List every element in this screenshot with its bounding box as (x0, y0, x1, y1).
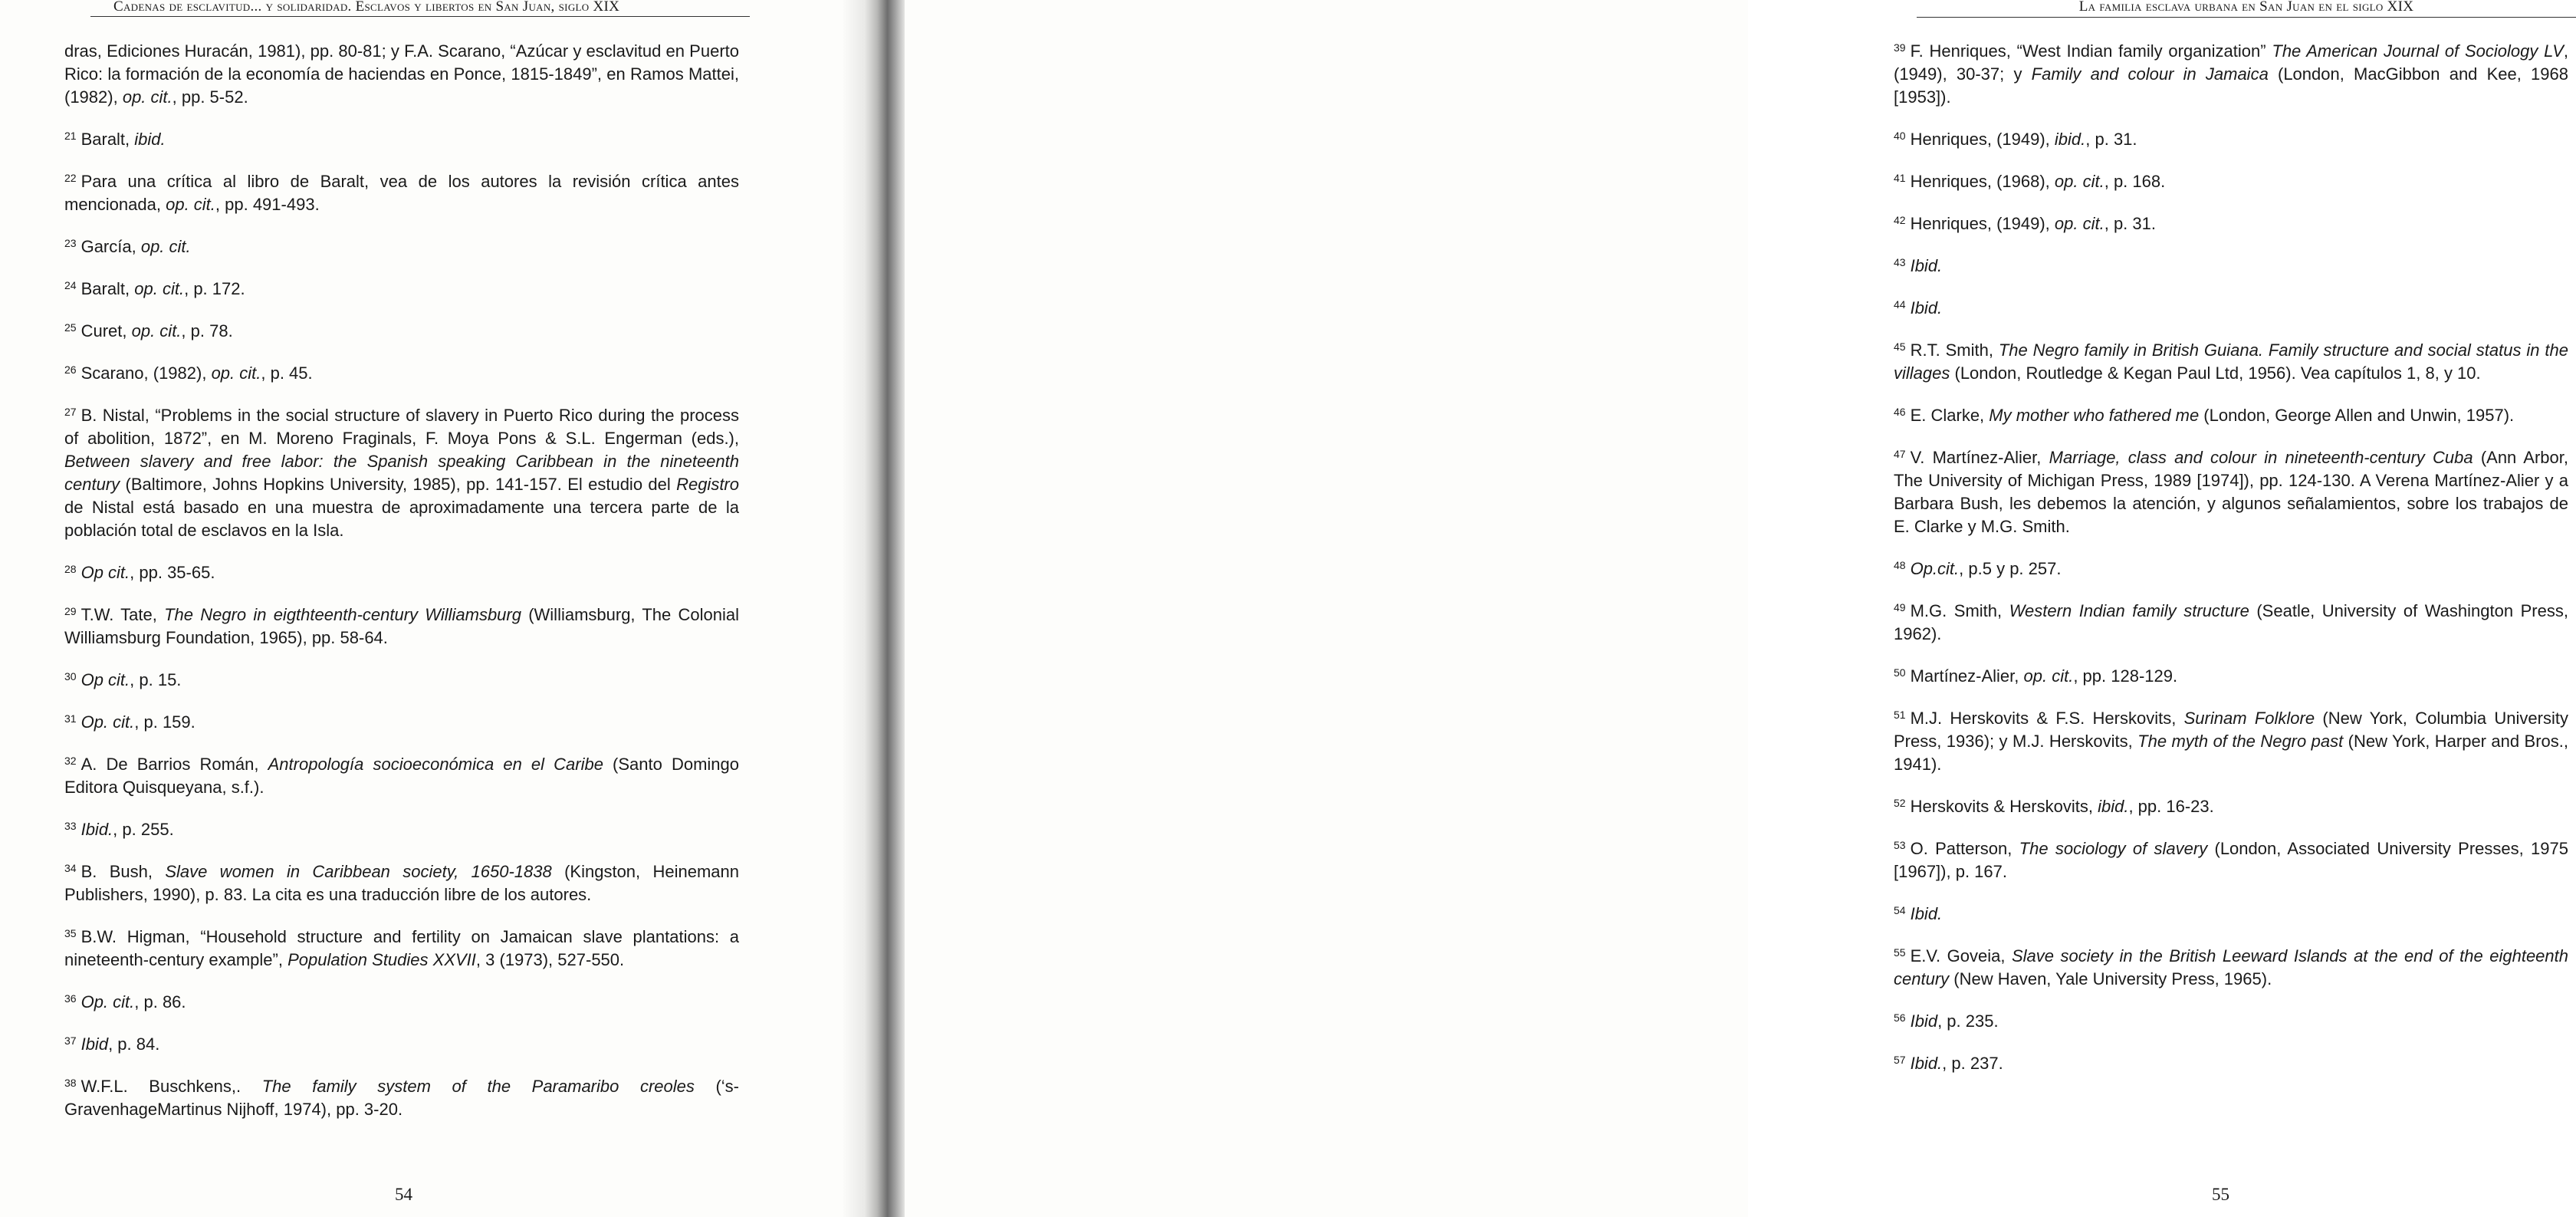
footnote (1894, 1010, 2568, 1033)
footnote-text: B. Nistal, “Problems in the social structure of slavery in Puerto Rico during the process of abolition, 1872”, en M. Moreno Fraginals, F. Moya Pons & S.L. Engerman (eds.), (64, 406, 739, 448)
footnote-text: W.F.L. Buschkens,. (80, 1077, 262, 1096)
footnote-italic-text: Ibid. (1910, 904, 1943, 923)
footnote-italic-text: Western Indian family structure (2009, 601, 2249, 620)
footnote-number: 56 (1894, 1011, 1906, 1024)
footnote-italic-text: Marriage, class and colour in nineteenth-century Cuba (2049, 448, 2473, 467)
footnote-italic-text: ibid. (2098, 797, 2129, 816)
footnote (1894, 212, 2568, 235)
footnote (64, 1075, 739, 1121)
footnote (64, 711, 739, 734)
footnote-italic-text: The Negro in eigthteenth-century Williamsburg (164, 605, 521, 624)
footnote-text: (Baltimore, Johns Hopkins University, 1985), pp. 141-157. El estudio del (120, 475, 677, 494)
footnote-number: 47 (1894, 448, 1906, 460)
footnote-text: , p. 159. (134, 712, 196, 732)
footnote-text: Baralt, (80, 130, 135, 149)
footnote-text: E. Clarke, (1910, 406, 1990, 425)
footnote (1894, 837, 2568, 883)
footnote-text: (Seatle, University of Washington Press, 1962). (1894, 601, 2568, 643)
footnote-number: 41 (1894, 172, 1906, 184)
footnote-text: Scarano, (1982), (80, 363, 212, 383)
footnote (1894, 600, 2568, 646)
footnote-number: 45 (1894, 340, 1906, 353)
footnote-number: 22 (64, 172, 77, 184)
footnote-text: (London, MacGibbon and Kee, 1968 [1953]). (1894, 64, 2568, 107)
footnote-text: Para una crítica al libro de Baralt, vea de los autores la revisión crítica antes mencionada, (64, 172, 739, 214)
footnote-number: 53 (1894, 839, 1906, 851)
footnote-italic-text: op. cit. (211, 363, 261, 383)
left-page-number: 54 (395, 1185, 412, 1204)
footnote-number: 54 (1894, 904, 1906, 916)
footnote-number: 50 (1894, 666, 1906, 679)
footnote-text: (New Haven, Yale University Press, 1965). (1949, 969, 2272, 988)
footnote-italic-text: My mother who fathered me (1989, 406, 2200, 425)
footnote-text: , p. 78. (181, 321, 233, 340)
footnote-italic-text: Ibid. (1910, 256, 1943, 275)
footnote (64, 926, 739, 972)
footnote-italic-text: Slave women in Caribbean society, 1650-1838 (165, 862, 552, 881)
footnote-italic-text: ibid. (134, 130, 166, 149)
footnote-number: 24 (64, 279, 77, 291)
footnote (1894, 128, 2568, 151)
footnote-text: (Williamsburg, The Colonial Williamsburg Foundation, 1965), pp. 58-64. (64, 605, 739, 647)
footnote-number: 40 (1894, 130, 1906, 142)
footnote-number: 52 (1894, 797, 1906, 809)
footnote-italic-text: Population Studies XXVII (288, 950, 476, 969)
footnote-text: (New York, Columbia University Press, 1936); y M.J. Herskovits, (1894, 709, 2568, 751)
footnote-text: A. De Barrios Román, (80, 755, 268, 774)
footnote (1894, 339, 2568, 385)
footnote (64, 561, 739, 584)
footnote-italic-text: Registro (676, 475, 739, 494)
footnote-text: , pp. 128-129. (2073, 666, 2178, 686)
footnote-italic-text: op. cit. (140, 237, 191, 256)
left-footnotes (64, 40, 739, 1140)
footnote-text: (New York, Harper and Bros., 1941). (1894, 732, 2569, 774)
footnote-italic-text: Slave society in the British Leeward Islands at the end of the eighteenth century (1894, 946, 2568, 988)
footnote (64, 818, 739, 841)
footnote-number: 30 (64, 670, 77, 683)
footnote-text: , p. 172. (184, 279, 245, 298)
footnote-text: B. Bush, (80, 862, 166, 881)
footnote-text: , p. 86. (134, 992, 186, 1011)
footnote-number: 27 (64, 406, 77, 418)
footnote-italic-text: op. cit. (2054, 172, 2104, 191)
footnote-italic-text: op. cit. (134, 279, 185, 298)
footnote-italic-text: Ibid (1910, 1011, 1938, 1031)
footnote-number: 26 (64, 363, 77, 376)
footnote (1894, 665, 2568, 688)
footnote-italic-text: Between slavery and free labor: the Spanish speaking Caribbean in the nineteenth century (64, 452, 739, 494)
footnote-text: (London, Associated University Presses, 1975 [1967]), p. 167. (1894, 839, 2568, 881)
footnote (64, 1033, 739, 1056)
footnote-number: 32 (64, 755, 77, 767)
footnote-text: , pp. 5-52. (172, 87, 248, 107)
footnote-italic-text: op. cit. (2023, 666, 2074, 686)
footnote-italic-text: The myth of the Negro past (2137, 732, 2344, 751)
footnote-text: dras, Ediciones Huracán, 1981), pp. 80-81; y F.A. Scarano, “Azúcar y esclavitud en Puerto Rico: la formación de la economía de haciendas en Ponce, 1815-1849”, en Ramos Mattei, (1982), (64, 41, 739, 107)
footnote (1894, 297, 2568, 320)
footnote-italic-text: Op. cit. (80, 992, 135, 1011)
footnote (1894, 404, 2568, 427)
footnote-text: , p. 237. (1942, 1054, 2003, 1073)
footnote (64, 991, 739, 1014)
footnote (64, 362, 739, 385)
footnote (64, 860, 739, 906)
footnote-text: , p. 168. (2104, 172, 2166, 191)
footnote-text: , (1949), 30-37; y (1894, 41, 2568, 84)
footnote-text: , 3 (1973), 527-550. (475, 950, 625, 969)
footnote-text: , p. 31. (2085, 130, 2137, 149)
right-page-number: 55 (2212, 1185, 2229, 1204)
footnote (64, 320, 739, 343)
footnote-italic-text: Op.cit. (1910, 559, 1960, 578)
footnote-text: , p. 45. (261, 363, 313, 383)
footnote-number: 23 (64, 237, 77, 249)
footnote-text: García, (80, 237, 141, 256)
footnote (1894, 170, 2568, 193)
footnote-italic-text: Op. cit. (80, 712, 135, 732)
footnote (1894, 795, 2568, 818)
footnote-italic-text: op. cit. (2054, 214, 2104, 233)
footnote (64, 669, 739, 692)
right-footnotes (1894, 40, 2568, 1094)
footnote-italic-text: The Negro family in British Guiana. Family structure and social status in the villages (1894, 340, 2569, 383)
footnote-text: F. Henriques, “West Indian family organization” (1910, 41, 2272, 61)
book-gutter (843, 0, 905, 1217)
footnote (1894, 255, 2568, 278)
footnote-number: 28 (64, 563, 77, 575)
right-running-head: La familia esclava urbana en San Juan en el siglo XIX (1917, 0, 2576, 18)
footnote-text: de Nistal está basado en una muestra de aproximadamente una tercera parte de la población total de esclavos en la Isla. (64, 498, 739, 540)
footnote (64, 404, 739, 542)
footnote-number: 25 (64, 321, 77, 334)
footnote-italic-text: Ibid. (1910, 1054, 1943, 1073)
footnote-text: O. Patterson, (1910, 839, 2019, 858)
footnote-text: R.T. Smith, (1910, 340, 1999, 360)
footnote-text: (Kingston, Heinemann Publishers, 1990), p. 83. La cita es una traducción libre de los autores. (64, 862, 740, 904)
footnote-number: 36 (64, 992, 77, 1005)
footnote (64, 753, 739, 799)
footnote-text: , p. 31. (2104, 214, 2156, 233)
footnote (1894, 558, 2568, 581)
footnote-text: Martínez-Alier, (1910, 666, 2024, 686)
footnote-text: , pp. 16-23. (2128, 797, 2214, 816)
footnote-text: , p. 15. (130, 670, 182, 689)
footnote (64, 40, 739, 109)
footnote-text: (Ann Arbor, The University of Michigan Press, 1989 [1974]), pp. 124-130. A Verena Martínez-Alier y a Barbara Bush, les debemos la atención, y algunos señalamientos, sobre los trabajos de E. Clarke y M.G. Smith. (1894, 448, 2568, 536)
footnote-italic-text: Op cit. (80, 670, 130, 689)
footnote-text: Baralt, (80, 279, 135, 298)
footnote-number: 34 (64, 862, 77, 874)
footnote (1894, 707, 2568, 776)
footnote-italic-text: Surinam Folklore (2183, 709, 2315, 728)
footnote-number: 49 (1894, 601, 1906, 613)
footnote-text: Henriques, (1949), (1910, 214, 2055, 233)
footnote (64, 170, 739, 216)
right-page (905, 0, 2569, 1217)
footnote-number: 48 (1894, 559, 1906, 571)
footnote-number: 46 (1894, 406, 1906, 418)
footnote-text: , p. 255. (113, 820, 174, 839)
footnote-text: E.V. Goveia, (1910, 946, 2012, 965)
footnote (1894, 945, 2568, 991)
footnote-text: , pp. 491-493. (215, 195, 320, 214)
footnote-italic-text: The sociology of slavery (2019, 839, 2208, 858)
footnote (64, 278, 739, 301)
footnote-italic-text: Ibid. (80, 820, 113, 839)
footnote-text: M.J. Herskovits & F.S. Herskovits, (1910, 709, 2184, 728)
footnote-italic-text: Family and colour in Jamaica (2031, 64, 2269, 84)
footnote-number: 31 (64, 712, 77, 725)
footnote-number: 33 (64, 820, 77, 832)
footnote-text: Herskovits & Herskovits, (1910, 797, 2098, 816)
footnote-number: 43 (1894, 256, 1906, 268)
footnote-text: , p.5 y p. 257. (1959, 559, 2062, 578)
footnote (1894, 446, 2568, 538)
footnote-italic-text: Ibid (80, 1034, 109, 1054)
footnote-text: M.G. Smith, (1910, 601, 2009, 620)
footnote-italic-text: Ibid. (1910, 298, 1943, 317)
footnote-text: (Santo Domingo Editora Quisqueyana, s.f.). (64, 755, 740, 797)
footnote (64, 604, 739, 650)
footnote-text: B.W. Higman, “Household structure and fertility on Jamaican slave plantations: a nineteenth-century example”, (64, 927, 739, 969)
footnote-text: Curet, (80, 321, 132, 340)
footnote-number: 44 (1894, 298, 1906, 311)
footnote (64, 128, 739, 151)
footnote-text: (London, George Allen and Unwin, 1957). (2199, 406, 2515, 425)
footnote-text: Henriques, (1968), (1910, 172, 2055, 191)
footnote-number: 39 (1894, 41, 1906, 54)
footnote-number: 21 (64, 130, 77, 142)
footnote-italic-text: ibid. (2054, 130, 2086, 149)
footnote-text: , p. 235. (1937, 1011, 1999, 1031)
footnote-text: (London, Routledge & Kegan Paul Ltd, 1956). Vea capítulos 1, 8, y 10. (1950, 363, 2481, 383)
footnote (1894, 1052, 2568, 1075)
footnote-number: 38 (64, 1077, 77, 1089)
footnote-text: , pp. 35-65. (130, 563, 215, 582)
footnote-number: 57 (1894, 1054, 1906, 1066)
footnote-italic-text: op. cit. (131, 321, 182, 340)
footnote-italic-text: The family system of the Paramaribo creoles (261, 1077, 695, 1096)
footnote-italic-text: Antropología socioeconómica en el Caribe (268, 755, 603, 774)
footnote (1894, 903, 2568, 926)
left-page (0, 0, 843, 1217)
footnote-italic-text: The American Journal of Sociology LV (2272, 41, 2564, 61)
footnote (1894, 40, 2568, 109)
footnote-number: 35 (64, 927, 77, 939)
footnote-text: T.W. Tate, (80, 605, 165, 624)
footnote-italic-text: op. cit. (166, 195, 215, 214)
footnote-number: 29 (64, 605, 77, 617)
footnote-italic-text: Op cit. (80, 563, 130, 582)
footnote-number: 55 (1894, 946, 1906, 959)
footnote-text: , p. 84. (108, 1034, 160, 1054)
footnote-italic-text: op. cit. (122, 87, 172, 107)
left-running-head: Cadenas de esclavitud... y solidaridad. Esclavos y libertos en San Juan, siglo XIX (90, 0, 750, 17)
footnote (64, 235, 739, 258)
footnote-text: V. Martínez-Alier, (1910, 448, 2049, 467)
footnote-text: (‘s-GravenhageMartinus Nijhoff, 1974), pp. 3-20. (64, 1077, 740, 1119)
footnote-text: Henriques, (1949), (1910, 130, 2055, 149)
footnote-number: 37 (64, 1034, 77, 1047)
footnote-number: 42 (1894, 214, 1906, 226)
footnote-number: 51 (1894, 709, 1906, 721)
